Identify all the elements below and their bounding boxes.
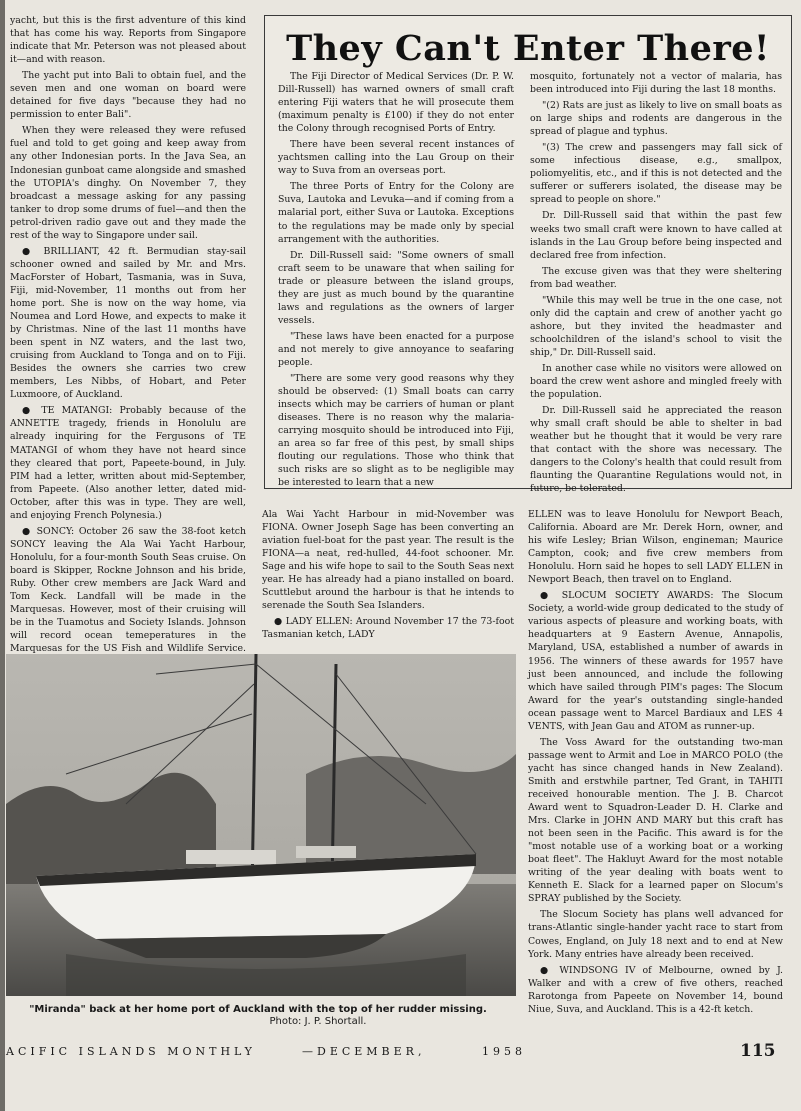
box-paragraph: The three Ports of Entry for the Colony are Suva, Lautoka and Levuka—and if coming from a malarial port, either Suva or Lautoka. Exceptions to the regulations may be made only by special arrangement with the authorities. bbox=[278, 181, 514, 245]
box-paragraph: Dr. Dill-Russell said: "Some owners of small craft seem to be unaware that when sailing for trade or pleasure between the island groups, they are just as much bound by the quarantine laws and regulations as the owners of larger vessels. bbox=[278, 249, 514, 326]
footer-month: —DECEMBER, bbox=[302, 1045, 426, 1058]
box-paragraph: There have been several recent instances of yachtsmen calling into the Lau Group on their way to Suva from an overseas port. bbox=[278, 139, 514, 177]
box-paragraph: "(2) Rats are just as likely to live on small boats as on large ships and rodents are dangerous in the spread of plague and typhus. bbox=[530, 100, 782, 138]
box-paragraph: "There are some very good reasons why they should be observed: (1) Small boats can carry insects which may be carriers of human or plant diseases. There is no reason why the malaria-carrying mosquito should be introduced into Fiji, an area so far free of this pest, by small ships flouting our regulations. Those who think that such risks are so slight as to be negligible may be interested to learn that a new bbox=[278, 373, 514, 489]
page-number: 115 bbox=[740, 1041, 776, 1061]
middle-paragraph: ● LADY ELLEN: Around November 17 the 73-foot Tasmanian ketch, LADY bbox=[262, 616, 514, 641]
caption-text: "Miranda" back at her home port of Auckland with the top of her rudder missing. bbox=[29, 1004, 487, 1015]
right-paragraph: The Voss Award for the outstanding two-man passage went to Armit and Loe in MARCO POLO (the yacht has since changed hands in New Zealand). Smith and erstwhile partner, Ted Grant, in TAHITI received honourable mention. The J. B. Charcot Award went to Squadron-Leader D. H. Clarke and Mrs. Clarke in JOHN AND MARY but this craft has not been seen in the Pacific. This award is for the "most notable use of a working boat or a working boat fleet". The Hakluyt Award for the most notable writing of the year dealing with boats went to Kenneth E. Slack for a learned paper on Slocum's SPRAY published by the Society. bbox=[528, 736, 783, 905]
left-paragraph: ● BRILLIANT, 42 ft. Bermudian stay-sail schooner owned and sailed by Mr. and Mrs. MacForster of Hobart, Tasmania, was in Suva, Fiji, mid-November, 11 months out from her home port. She is now on the way home, via Noumea and Lord Howe, and expects to make it by Christmas. Nine of the last 11 months have been spent in NZ waters, and the last two, cruising from Auckland to Tonga and on to Fiji. Besides the owners she carries two crew members, Les Nibbs, of Hobart, and Peter Luxmoore, of Auckland. bbox=[10, 245, 246, 401]
box-paragraph: The Fiji Director of Medical Services (Dr. P. W. Dill-Russell) has warned owners of small craft entering Fiji waters that he will prosecute them (maximum penalty is £100) if they do not enter the Colony through recognised Ports of Entry. bbox=[278, 71, 514, 135]
right-paragraph: ELLEN was to leave Honolulu for Newport Beach, California. Aboard are Mr. Derek Horn, owner, and his wife Lesley; Brian Wilson, engineman; Maurice Campton, cook; and five crew members from Honolulu. Horn said he hopes to sell LADY ELLEN in Newport Beach, then travel on to England. bbox=[528, 509, 783, 586]
box-paragraph: Dr. Dill-Russell said that within the past few weeks two small craft were known to have called at islands in the Lau Group before being inspected and declared free from infection. bbox=[530, 210, 782, 261]
page-edge-shadow bbox=[0, 0, 5, 1111]
right-paragraph: ● WINDSONG IV of Melbourne, owned by J. Walker and with a crew of five others, reached Rarotonga from Papeete on November 14, bound Niue, Suva, and Auckland. This is a 42-ft ketch. bbox=[528, 964, 783, 1015]
left-paragraph: ● SONCY: October 26 saw the 38-foot ketch SONCY leaving the Ala Wai Yacht Harbour, Honolulu, for a four-month South Seas cruise. On board is Skipper, Rockne Johnson and his bride, Ruby. Other crew members are Jack Ward and Tom Keck. Landfall will be made in the Marquesas. However, most of their cruising will be in the Tuamotus and Society Islands. Johnson will record ocean temeperatures in the Marquesas for the US Fish and Wildlife Service. bbox=[10, 525, 246, 655]
footer-magazine-title: ACIFIC ISLANDS MONTHLY bbox=[6, 1045, 256, 1058]
box-paragraph: Dr. Dill-Russell said he appreciated the reason why small craft should be able to shelter in bad weather but he thought that it would be very rare that contact with the shore was necessary. The dangers to the Colony's health that could result from flaunting the Quarantine Regulations would not, in future, be tolerated. bbox=[530, 405, 782, 495]
left-paragraph: The yacht put into Bali to obtain fuel, and the seven men and one woman on board were detained for five days "because they had no permission to enter Bali". bbox=[10, 70, 246, 121]
left-paragraph: yacht, but this is the first adventure of this kind that has come his way. Reports from Singapore indicate that Mr. Peterson was not pleased about it—and with reason. bbox=[10, 15, 246, 66]
yacht-photo-illustration bbox=[6, 654, 516, 996]
box-paragraph: "(3) The crew and passengers may fall sick of some infectious disease, e.g., smallpox, poliomyelitis, etc., and if this is not detected and the sufferer or sufferers isolated, the disease may be spread to people on shore." bbox=[530, 142, 782, 206]
right-paragraph: ● SLOCUM SOCIETY AWARDS: The Slocum Society, a world-wide group dedicated to the study of various aspects of pleasure and working boats, with headquarters at 9 Eastern Avenue, Annapolis, Maryland, USA, established a number of awards in 1956. The winners of these awards for 1957 have just been announced, and include the following which have sailed through PIM's pages: The Slocum Award for the year's outstanding single-handed ocean passage went to Marcel Bardiaux and LES 4 VENTS, with Jean Gau and ATOM as runner-up. bbox=[528, 590, 783, 732]
page-footer bbox=[0, 1043, 801, 1063]
article-headline: They Can't Enter There! bbox=[286, 28, 770, 69]
box-column-1 bbox=[278, 70, 514, 489]
footer-year: 1958 bbox=[482, 1045, 526, 1058]
box-paragraph: mosquito, fortunately not a vector of malaria, has been introduced into Fiji during the last 18 months. bbox=[530, 71, 782, 96]
box-paragraph: "While this may well be true in the one case, not only did the captain and crew of another yacht go ashore, but they invited the headmaster and schoolchildren of the island's school to visit the ship," Dr. Dill-Russell said. bbox=[530, 294, 782, 358]
middle-column bbox=[262, 508, 514, 648]
photo-credit: Photo: J. P. Shortall. bbox=[269, 1016, 367, 1027]
photo-caption bbox=[18, 1004, 498, 1028]
middle-paragraph: Ala Wai Yacht Harbour in mid-November was FIONA. Owner Joseph Sage has been converting an aviation fuel-boat for the past year. The result is the FIONA—a neat, red-hulled, 44-foot schooner. Mr. Sage and his wife hope to sail to the South Seas next year. He has already had a piano installed on board. Scuttlebut around the harbour is that he intends to serenade the South Sea Islanders. bbox=[262, 509, 514, 612]
box-paragraph: The excuse given was that they were sheltering from bad weather. bbox=[530, 265, 782, 290]
right-paragraph: The Slocum Society has plans well advanced for trans-Atlantic single-hander yacht race to start from Cowes, England, on July 18 next and to end at New York. Many entries have already been received. bbox=[528, 909, 783, 960]
left-column bbox=[10, 14, 246, 655]
yacht-photo bbox=[6, 654, 516, 996]
left-paragraph: When they were released they were refused fuel and told to get going and keep away from any other Indonesian ports. In the Java Sea, an Indonesian gunboat came alongside and smashed the UTOPIA's dinghy. On November 7, they broadcast a message asking for any passing tanker to drop some drums of fuel—and then the petrol-driven radio gave out and they made the rest of the way to Singapore under sail. bbox=[10, 125, 246, 241]
box-paragraph: In another case while no visitors were allowed on board the crew went ashore and mingled freely with the population. bbox=[530, 362, 782, 401]
right-column bbox=[528, 508, 783, 1038]
box-paragraph: "These laws have been enacted for a purpose and not merely to give annoyance to seafaring people. bbox=[278, 330, 514, 368]
box-column-2 bbox=[530, 70, 782, 495]
left-paragraph: ● TE MATANGI: Probably because of the ANNETTE tragedy, friends in Honolulu are already inquiring for the Fergusons of TE MATANGI of whom they have not heard since they cleared that port, Papeete-bound, in July. PIM had a letter, written about mid-September, from Papeete. (Also another letter, dated mid-October, after this was in type. They are well, and enjoying French Polynesia.) bbox=[10, 405, 246, 521]
